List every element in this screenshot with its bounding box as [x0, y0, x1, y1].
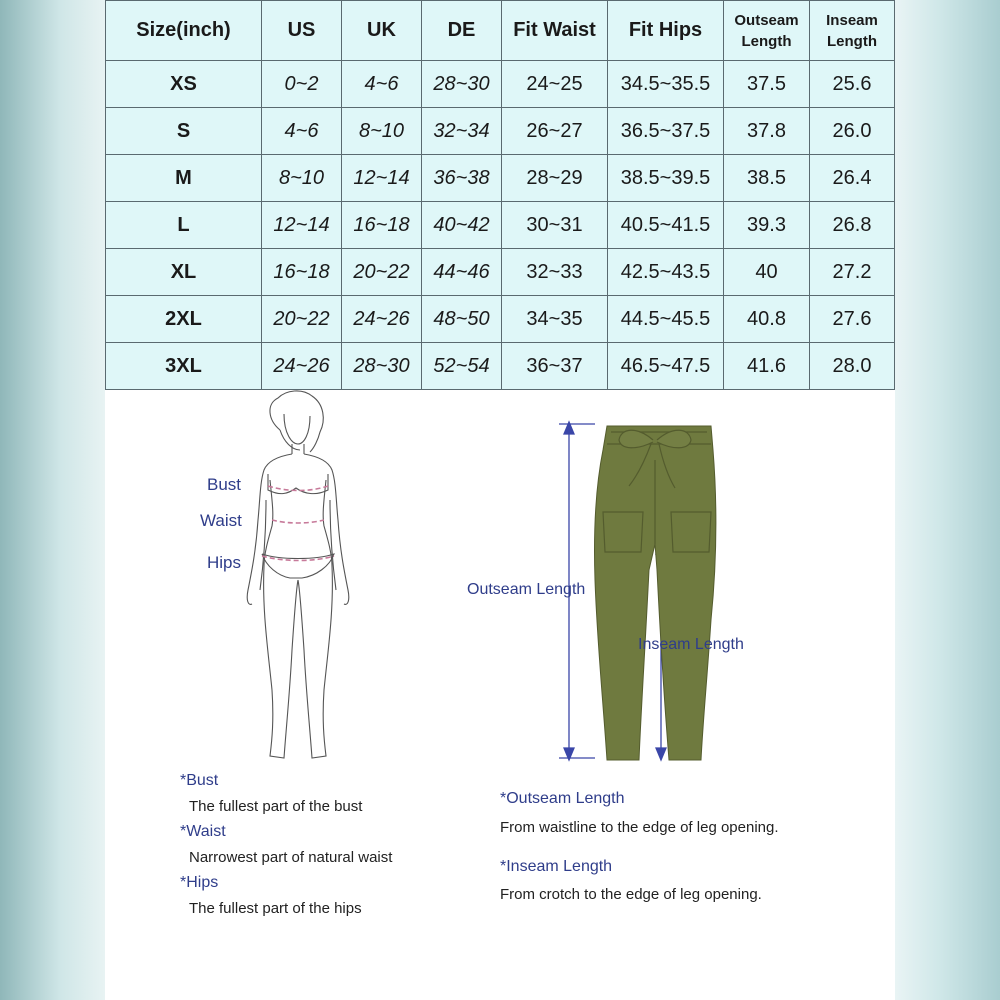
cell-inseam: 26.4 [810, 155, 895, 202]
cell-uk: 8~10 [342, 108, 422, 155]
cell-fit-hips: 38.5~39.5 [608, 155, 724, 202]
cell-outseam: 38.5 [724, 155, 810, 202]
cell-fit-hips: 44.5~45.5 [608, 296, 724, 343]
cell-uk: 24~26 [342, 296, 422, 343]
cell-de: 40~42 [422, 202, 502, 249]
note-hips-title: *Hips [180, 874, 219, 891]
cell-de: 48~50 [422, 296, 502, 343]
bust-label: Bust [207, 475, 242, 494]
cell-size: 3XL [106, 343, 262, 390]
cell-uk: 28~30 [342, 343, 422, 390]
cell-size: 2XL [106, 296, 262, 343]
table-row [106, 202, 895, 249]
body-outline-illustration [240, 390, 360, 770]
cell-fit-hips: 34.5~35.5 [608, 61, 724, 108]
outseam-length-label: Outseam Length [467, 581, 586, 598]
cell-outseam: 40 [724, 249, 810, 296]
cell-size: L [106, 202, 262, 249]
note-hips-text: The fullest part of the hips [189, 900, 362, 917]
cell-uk: 20~22 [342, 249, 422, 296]
cell-fit-hips: 46.5~47.5 [608, 343, 724, 390]
table-row [106, 155, 895, 202]
cell-outseam: 39.3 [724, 202, 810, 249]
cell-us: 4~6 [262, 108, 342, 155]
cell-uk: 4~6 [342, 61, 422, 108]
cell-de: 28~30 [422, 61, 502, 108]
note-waist-text: Narrowest part of natural waist [189, 849, 393, 866]
cell-size: S [106, 108, 262, 155]
cell-fit-hips: 42.5~43.5 [608, 249, 724, 296]
header-size: Size(inch) [106, 1, 262, 61]
table-row [106, 296, 895, 343]
table-row [106, 343, 895, 390]
header-uk: UK [342, 1, 422, 61]
cell-inseam: 27.6 [810, 296, 895, 343]
cell-outseam: 37.8 [724, 108, 810, 155]
cell-inseam: 27.2 [810, 249, 895, 296]
cell-fit-waist: 34~35 [502, 296, 608, 343]
note-inseam-title: *Inseam Length [500, 858, 613, 875]
header-fit-hips: Fit Hips [608, 1, 724, 61]
cell-de: 36~38 [422, 155, 502, 202]
cell-size: XL [106, 249, 262, 296]
note-waist-title: *Waist [180, 823, 226, 840]
cell-us: 8~10 [262, 155, 342, 202]
header-de: DE [422, 1, 502, 61]
table-header-row [106, 1, 895, 61]
cell-de: 52~54 [422, 343, 502, 390]
table-row [106, 249, 895, 296]
inseam-length-label: Inseam Length [638, 636, 744, 653]
cell-fit-waist: 32~33 [502, 249, 608, 296]
cell-inseam: 26.0 [810, 108, 895, 155]
cell-inseam: 25.6 [810, 61, 895, 108]
table-row [106, 108, 895, 155]
note-outseam-title: *Outseam Length [500, 790, 625, 807]
note-inseam-text: From crotch to the edge of leg opening. [500, 886, 762, 903]
cell-outseam: 40.8 [724, 296, 810, 343]
cell-fit-hips: 36.5~37.5 [608, 108, 724, 155]
cell-outseam: 37.5 [724, 61, 810, 108]
cell-outseam: 41.6 [724, 343, 810, 390]
cell-uk: 16~18 [342, 202, 422, 249]
cell-inseam: 26.8 [810, 202, 895, 249]
note-bust-text: The fullest part of the bust [189, 798, 363, 815]
size-table [105, 0, 895, 390]
cell-us: 12~14 [262, 202, 342, 249]
cell-fit-waist: 36~37 [502, 343, 608, 390]
cell-fit-waist: 28~29 [502, 155, 608, 202]
cell-us: 0~2 [262, 61, 342, 108]
cell-us: 20~22 [262, 296, 342, 343]
cell-fit-hips: 40.5~41.5 [608, 202, 724, 249]
cell-fit-waist: 24~25 [502, 61, 608, 108]
cell-fit-waist: 30~31 [502, 202, 608, 249]
cell-size: XS [106, 61, 262, 108]
cell-us: 24~26 [262, 343, 342, 390]
note-outseam-text: From waistline to the edge of leg opening. [500, 819, 779, 836]
header-outseam: Outseam Length [724, 1, 810, 61]
cell-us: 16~18 [262, 249, 342, 296]
cell-uk: 12~14 [342, 155, 422, 202]
waist-label: Waist [200, 511, 242, 530]
cell-fit-waist: 26~27 [502, 108, 608, 155]
note-bust-title: *Bust [180, 772, 219, 789]
header-us: US [262, 1, 342, 61]
cell-de: 44~46 [422, 249, 502, 296]
header-inseam: Inseam Length [810, 1, 895, 61]
cell-inseam: 28.0 [810, 343, 895, 390]
cell-de: 32~34 [422, 108, 502, 155]
table-row [106, 61, 895, 108]
header-fit-waist: Fit Waist [502, 1, 608, 61]
cell-size: M [106, 155, 262, 202]
hips-label: Hips [207, 553, 242, 572]
